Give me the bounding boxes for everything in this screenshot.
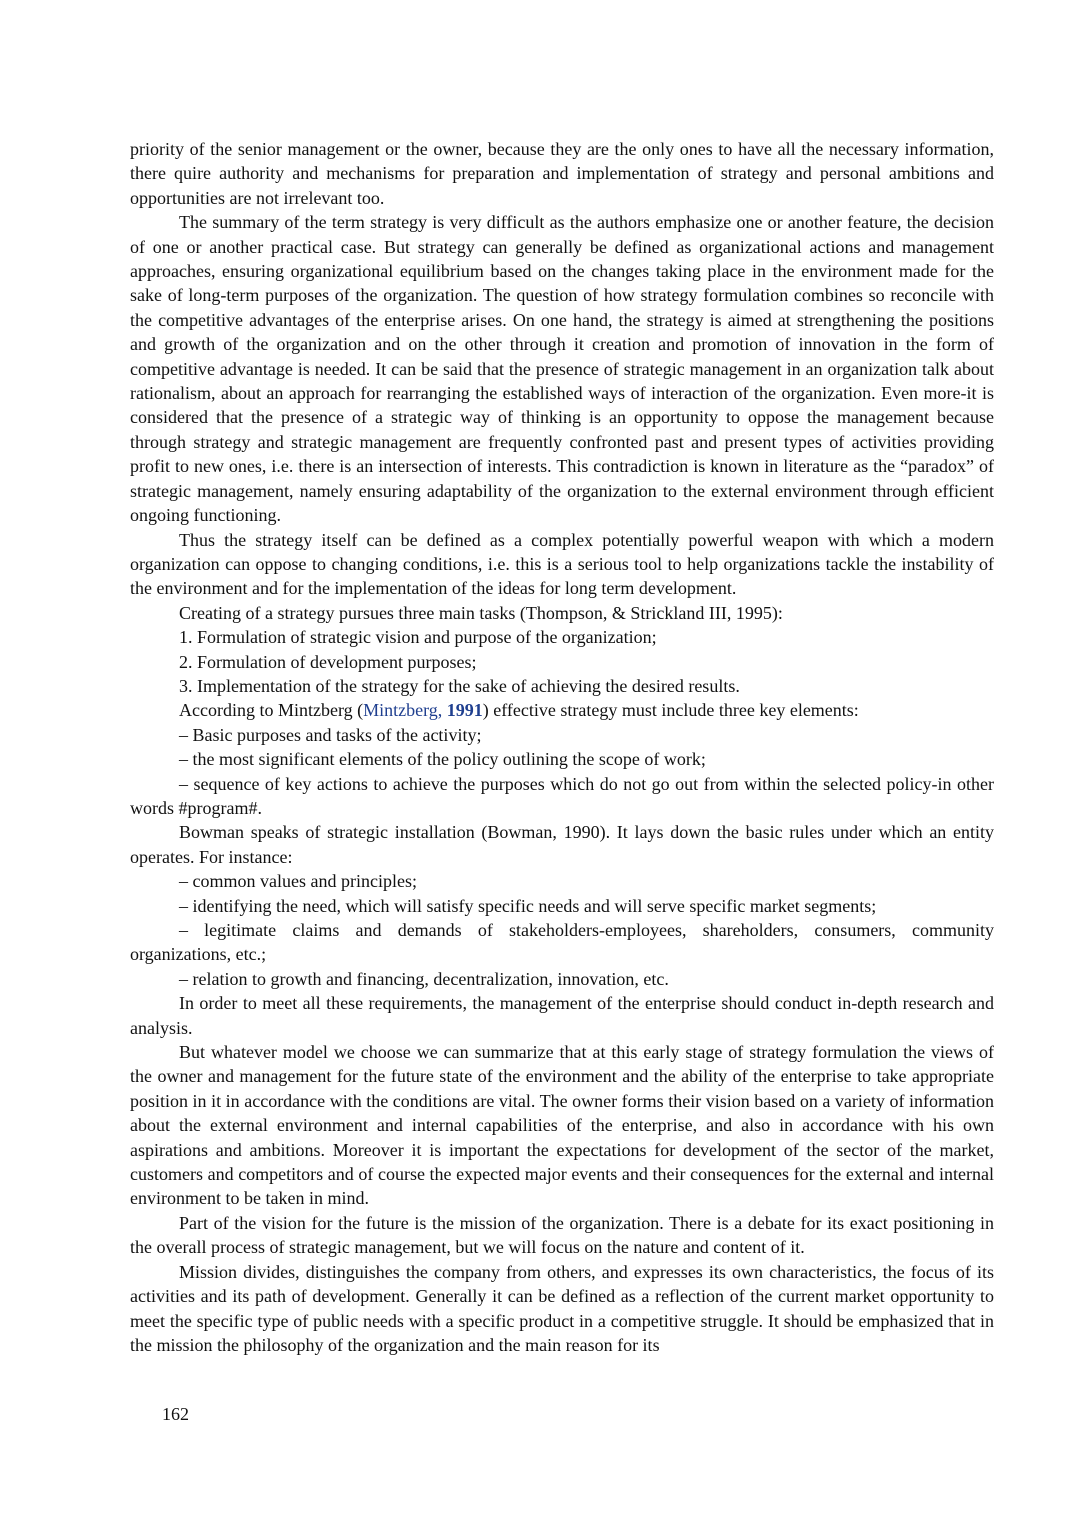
paragraph-mintzberg: [130, 698, 994, 722]
paragraph-three-tasks: Creating of a strategy pursues three main tasks (Thompson, & Strickland III, 1995):: [179, 602, 783, 623]
paragraph-model: But whatever model we choose we can summarize that at this early stage of strategy formulation the views of the owner and management for the future state of the environment and the ability of the enterprise to take appropriate position in it in accordance with the conditions are vital. The owner forms their vision based on a variety of information about the external environment and internal capabilities of the enterprise, and also in accordance with his own aspirations and ambitions. Moreover it is important the expectations for development of the sector of the market, customers and competitors and of course the expected major events and their consequences for the external and internal environment to be taken in mind.: [130, 1042, 994, 1209]
paragraph-mission-divides: Mission divides, distinguishes the company from others, and expresses its own characteristics, the focus of its activities and its path of development. Generally it can be defined as a reflection of the current market opportunity to meet the specific type of public needs with a specific product in a competitive struggle. It should be emphasized that in the mission the philosophy of the organization and the main reason for its: [130, 1261, 994, 1355]
mintzberg-ref-year: 1991: [446, 700, 483, 721]
mintzberg-ref-name: Mintzberg,: [363, 700, 447, 721]
mintzberg-citation-link[interactable]: [363, 700, 483, 720]
mintzberg-suffix: ) effective strategy must include three key elements:: [482, 700, 859, 721]
list-item-task-3: 3. Implementation of the strategy for the sake of achieving the desired results.: [179, 675, 740, 696]
list-item-task-1: 1. Formulation of strategic vision and purpose of the organization;: [179, 627, 657, 648]
paragraph-vision-mission: Part of the vision for the future is the mission of the organization. There is a debate for its exact positioning in the overall process of strategic management, but we will focus on the nature and content of it.: [130, 1212, 994, 1258]
list-item-element-2: – the most significant elements of the policy outlining the scope of work;: [179, 749, 706, 770]
page-body: [130, 137, 994, 1357]
paragraph-requirements: In order to meet all these requirements, the management of the enterprise should conduct in-depth research and analysis.: [130, 993, 994, 1038]
paragraph-bowman: Bowman speaks of strategic installation (Bowman, 1990). It lays down the basic rules under which an entity operates. For instance:: [130, 822, 994, 867]
list-item-bowman-4: – relation to growth and financing, decentralization, innovation, etc.: [179, 968, 669, 989]
paragraph-strategy-weapon: Thus the strategy itself can be defined as a complex potentially powerful weapon with which a modern organization can oppose to changing conditions, i.e. this is a serious tool to help organizations tackle the instability of the environment and for the implementation of the ideas for long term development.: [130, 529, 994, 599]
list-item-element-1: – Basic purposes and tasks of the activity;: [179, 724, 482, 745]
list-item-bowman-2: – identifying the need, which will satisfy specific needs and will serve specific market segments;: [179, 895, 877, 916]
list-item-element-3: – sequence of key actions to achieve the purposes which do not go out from within the selected policy-in other words #program#.: [130, 773, 994, 818]
page-number: 162: [162, 1404, 189, 1424]
list-item-bowman-3: – legitimate claims and demands of stakeholders-employees, shareholders, consumers, community organizations, etc.;: [130, 920, 994, 965]
list-item-task-2: 2. Formulation of development purposes;: [179, 651, 477, 672]
paragraph-strategy-summary: The summary of the term strategy is very difficult as the authors emphasize one or another feature, the decision of one or another practical case. But strategy can generally be defined as organizational actions and management approaches, ensuring organizational equilibrium based on the changes taking place in the environment made for the sake of long-term purposes of the organization. The question of how strategy formulation combines so reconcile with the competitive advantages of the enterprise arises. On one hand, the strategy is aimed at strengthening the positions and growth of the organization and on the other through it creation and promotion of innovation in the form of competitive advantage is needed. It can be said that the presence of strategic management in an organization talk about rationalism, about an approach for rearranging the established ways of interaction of the organization. Even more-it is considered that the presence of a strategic way of thinking is an opportunity to oppose the management because through strategy and strategic management are frequently confronted past and present types of activities providing profit to new ones, i.e. there is an intersection of interests. This contradiction is known in literature as the “paradox” of strategic management, namely ensuring adaptability of the organization to the external environment through efficient ongoing functioning.: [130, 212, 994, 526]
paragraph-continuation: priority of the senior management or the owner, because they are the only ones to have all the necessary information, there quire authority and mechanisms for preparation and implementation of strategy and personal ambitions and opportunities are not irrelevant too.: [130, 139, 994, 208]
mintzberg-prefix: According to Mintzberg (: [179, 700, 364, 721]
list-item-bowman-1: – common values and principles;: [179, 871, 417, 892]
